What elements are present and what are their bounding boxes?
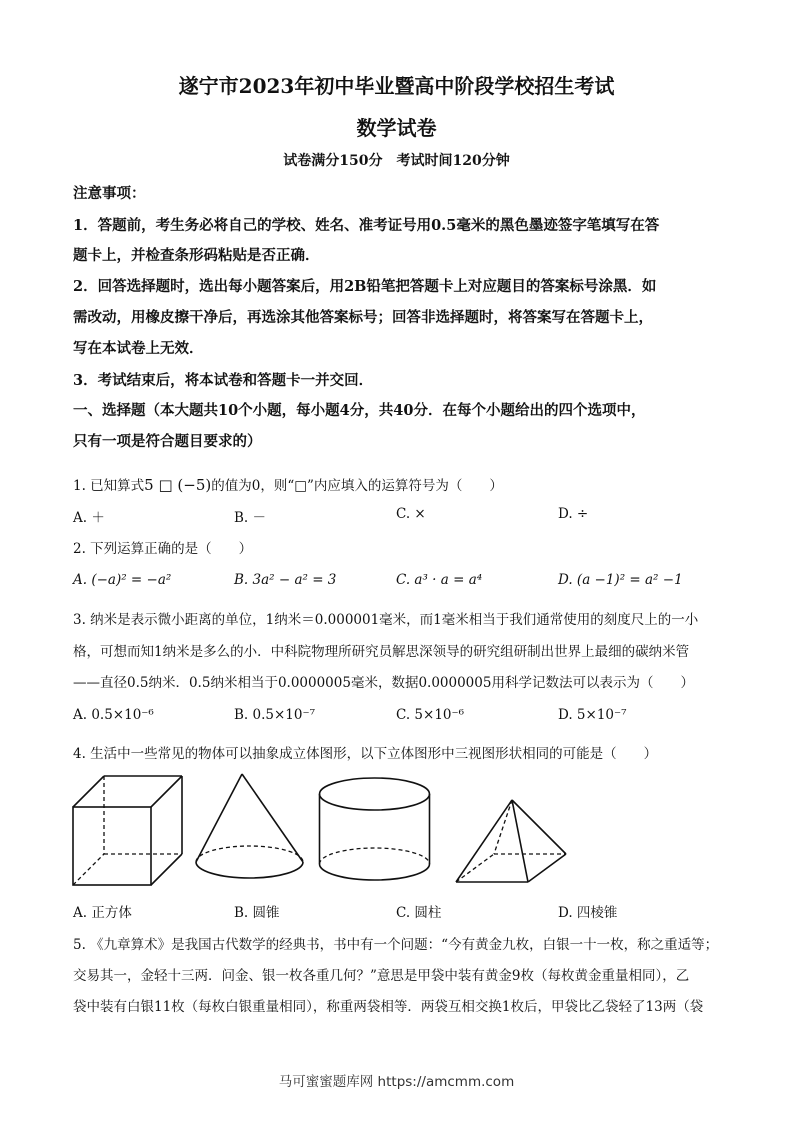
- exam-subtitle: 数学试卷: [356, 116, 437, 140]
- q1-expression: 5 □ (−5): [144, 476, 212, 494]
- q1-option-c: C. ×: [396, 506, 426, 522]
- q4-option-d: D. 四棱锥: [558, 905, 618, 921]
- question-5-line-1: 5. 《九章算术》是我国古代数学的经典书，书中有一个问题：“今有黄金九枚，白银一十一枚，称之重适等；: [73, 937, 719, 953]
- question-3-line-1: 3. 纳米是表示微小距离的单位，1纳米＝0.000001毫米，而1毫米相当于我们通常使用的刻度尺上的一小: [73, 612, 699, 628]
- q2-option-b: B. 3a² − a² = 3: [234, 572, 337, 588]
- q1-option-d: D. ÷: [558, 506, 589, 522]
- section-1-line-2: 只有一项是符合题目要求的）: [73, 433, 262, 450]
- note-3: 3．考试结束后，将本试卷和答题卡一并交回．: [73, 372, 374, 389]
- question-1-stem: [73, 474, 723, 494]
- square-pyramid-figure: [452, 796, 572, 888]
- q3-option-d: D. 5×10⁻⁷: [558, 707, 627, 723]
- note-1-line-1: 1．答题前，考生务必将自己的学校、姓名、准考证号用0.5毫米的黑色墨迹签字笔填写在答: [73, 217, 660, 234]
- cylinder-figure: [316, 774, 438, 892]
- q4-option-c: C. 圆柱: [396, 905, 442, 921]
- question-5-line-2: 交易其一，金轻十三两．问金、银一枚各重几何？”意思是甲袋中装有黄金9枚（每枚黄金重量相同），乙: [73, 968, 690, 984]
- q2-option-a: A. (−a)² = −a²: [73, 572, 172, 588]
- q2-option-d: D. (a −1)² = a² −1: [558, 572, 683, 588]
- q1-option-a: A. ＋: [73, 510, 105, 526]
- q1-suffix: 的值为0，则“□”内应填入的运算符号为（ ）: [211, 478, 503, 494]
- q4-option-b: B. 圆锥: [234, 905, 280, 921]
- question-2-stem: 2. 下列运算正确的是（ ）: [73, 541, 253, 557]
- q2-option-c: C. a³ · a = a⁴: [396, 572, 483, 588]
- exam-info: 试卷满分150分 考试时间120分钟: [283, 153, 510, 169]
- q3-option-b: B. 0.5×10⁻⁷: [234, 707, 315, 723]
- question-4-stem: 4. 生活中一些常见的物体可以抽象成立体图形，以下立体图形中三视图形状相同的可能是（ ）: [73, 746, 658, 762]
- cube-figure: [70, 770, 185, 888]
- note-1-line-2: 题卡上，并检查条形码粘贴是否正确．: [73, 247, 320, 264]
- note-2-line-2: 需改动，用橡皮擦干净后，再选涂其他答案标号；回答非选择题时，将答案写在答题卡上，: [73, 309, 653, 326]
- q1-option-b: B. －: [234, 510, 267, 526]
- page-footer-watermark: 马可蜜蜜题库网 https://amcmm.com: [278, 1074, 515, 1090]
- cone-figure: [192, 772, 307, 890]
- note-2-line-1: 2．回答选择题时，选出每小题答案后，用2B铅笔把答题卡上对应题目的答案标号涂黑．如: [73, 278, 657, 295]
- section-1-line-1: 一、选择题（本大题共10个小题，每小题4分，共40分．在每个小题给出的四个选项中，: [73, 402, 646, 419]
- exam-title: 遂宁市2023年初中毕业暨高中阶段学校招生考试: [178, 74, 615, 98]
- question-5-line-3: 袋中装有白银11枚（每枚白银重量相同），称重两袋相等．两袋互相交换1枚后，甲袋比乙袋轻了13两（袋: [73, 999, 704, 1015]
- notes-heading: 注意事项：: [73, 185, 146, 202]
- question-3-line-2: 格，可想而知1纳米是多么的小．中科院物理所研究员解思深领导的研究组研制出世界上最细的碳纳米管: [73, 644, 690, 660]
- q3-option-a: A. 0.5×10⁻⁶: [73, 707, 154, 723]
- question-3-line-3: ——直径0.5纳米．0.5纳米相当于0.0000005毫米，数据0.0000005用科学记数法可以表示为（ ）: [73, 675, 694, 691]
- q4-option-a: A. 正方体: [73, 905, 132, 921]
- q1-prefix: 1. 已知算式: [73, 478, 145, 494]
- note-2-line-3: 写在本试卷上无效．: [73, 340, 204, 357]
- q3-option-c: C. 5×10⁻⁶: [396, 707, 465, 723]
